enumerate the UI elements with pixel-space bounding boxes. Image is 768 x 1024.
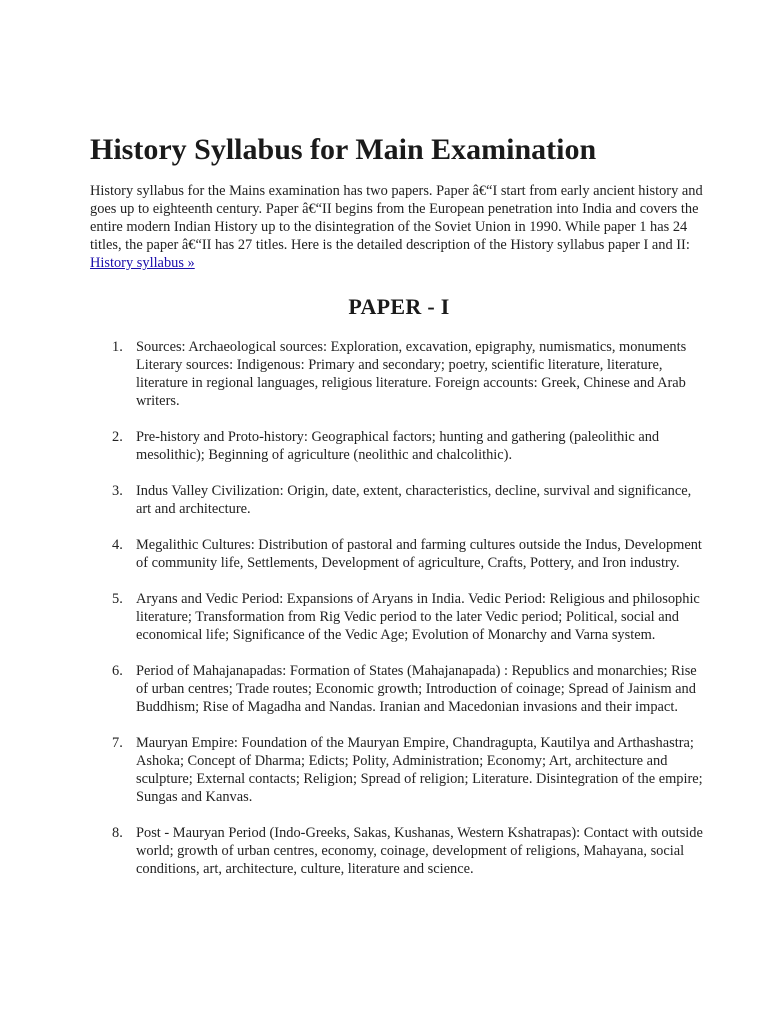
- list-item: [90, 428, 708, 464]
- list-item: [90, 536, 708, 572]
- list-item-text: Sources: Archaeological sources: Exploration, excavation, epigraphy, numismatics, monuments Literary sources: Indigenous: Primary and secondary; poetry, scientific literature, literature, literature in regional languages, religious literature. Foreign accounts: Greek, Chinese and Arab writers.: [136, 339, 687, 409]
- paper-heading: PAPER - I: [348, 294, 450, 319]
- list-item-text: Post - Mauryan Period (Indo-Greeks, Sakas, Kushanas, Western Kshatrapas): Contact with outside world; growth of urban centres, economy, coinage, development of religions, Mahayana, social conditions, art, architecture, culture, literature and science.: [136, 825, 703, 877]
- page-title: History Syllabus for Main Examination: [90, 133, 597, 166]
- list-item-text: Period of Mahajanapadas: Formation of States (Mahajanapada) : Republics and monarchies; Rise of urban centres; Trade routes; Economic growth; Introduction of coinage; Spread of Jainism and Buddhism; Rise of Magadha and Nandas. Iranian and Macedonian invasions and their impact.: [136, 663, 697, 715]
- list-item: [90, 338, 708, 410]
- list-item-text: Megalithic Cultures: Distribution of pastoral and farming cultures outside the Indus, Development of community life, Settlements, Development of agriculture, Crafts, Pottery, and Iron industry.: [136, 537, 702, 571]
- list-item-number: 8.: [112, 825, 123, 841]
- list-item-number: 5.: [112, 591, 123, 607]
- list-item: [90, 662, 708, 716]
- document-page: [90, 132, 708, 896]
- list-item-number: 2.: [112, 429, 123, 445]
- list-item: [90, 590, 708, 644]
- list-item-number: 7.: [112, 735, 123, 751]
- intro-paragraph: [90, 182, 708, 272]
- list-item-text: Mauryan Empire: Foundation of the Mauryan Empire, Chandragupta, Kautilya and Arthashastra; Ashoka; Concept of Dharma; Edicts; Polity, Administration; Economy; Art, architecture and sculpture; External contacts; Religion; Spread of religion; Literature. Disintegration of the empire; Sungas and Kanvas.: [136, 735, 703, 805]
- list-item-number: 6.: [112, 663, 123, 679]
- list-item: [90, 824, 708, 878]
- list-item: [90, 482, 708, 518]
- history-syllabus-link[interactable]: History syllabus »: [90, 255, 195, 271]
- list-item-number: 1.: [112, 339, 123, 355]
- list-item-text: Pre-history and Proto-history: Geographical factors; hunting and gathering (paleolithic and mesolithic); Beginning of agriculture (neolithic and chalcolithic).: [136, 429, 660, 463]
- list-item-number: 4.: [112, 537, 123, 553]
- list-item: [90, 734, 708, 806]
- list-item-number: 3.: [112, 483, 123, 499]
- list-item-text: Indus Valley Civilization: Origin, date, extent, characteristics, decline, survival and significance, art and architecture.: [136, 483, 692, 517]
- list-item-text: Aryans and Vedic Period: Expansions of Aryans in India. Vedic Period: Religious and philosophic literature; Transformation from Rig Vedic period to the later Vedic period; Political, social and economical life; Significance of the Vedic Age; Evolution of Monarchy and Varna system.: [136, 591, 700, 643]
- syllabus-list: [90, 338, 708, 878]
- intro-text: History syllabus for the Mains examination has two papers. Paper â€“I start from early ancient history and goes up to eighteenth century. Paper â€“II begins from the European penetration into India and covers the entire modern Indian History up to the disintegration of the Soviet Union in 1990. While paper 1 has 24 titles, the paper â€“II has 27 titles. Here is the detailed description of the History syllabus paper I and II:: [90, 183, 703, 253]
